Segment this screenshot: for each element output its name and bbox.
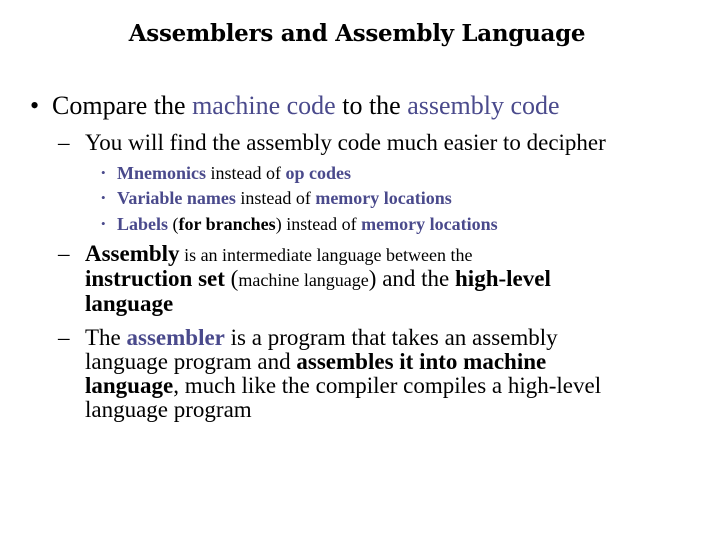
bullet-dot: • [101,190,106,205]
dash-marker: – [58,325,70,350]
term-machine-code: machine code [192,91,336,120]
bullet-dot: • [101,216,106,231]
term-language: language [85,373,174,398]
sub-bullet-assembler-text: The assembler is a program that takes an assembly language program and assembles it into machine language, much like the compiler compiles a high-level language program [85,325,602,422]
sub-bullet-decipher-text: You will find the assembly code much easier to decipher [85,130,606,155]
bullet-compare-text: Compare the machine code to the assembly code [52,91,560,120]
sub-bullet-assembler [58,326,698,422]
term-for-branches: for branches [178,214,276,234]
slide-title: Assemblers and Assembly Language [128,20,586,47]
sub-bullet-decipher [58,131,698,155]
term-assembler: assembler [126,325,225,350]
term-op-codes: op codes [285,163,351,183]
term-variable-names: Variable names [117,188,236,208]
term-memory-locations: memory locations [315,188,452,208]
bullet-dot: • [101,165,106,180]
term-memory-locations: memory locations [361,214,498,234]
term-mnemonics: Mnemonics [117,163,206,183]
sub-bullet-assembly-text: Assembly is an intermediate language between the instruction set (machine language) and the high-level language [85,241,551,316]
term-assembly-code: assembly code [407,91,560,120]
bullet-dot: • [30,91,40,120]
dash-marker: – [58,241,70,266]
term-language: language [85,291,174,316]
term-high-level: high-level [455,266,551,291]
term-assembles-into-machine: assembles it into machine [296,349,547,374]
term-instruction-set: instruction set [85,266,225,291]
term-assembly: Assembly [85,241,180,266]
term-labels: Labels [117,214,169,234]
dash-marker: – [58,130,70,155]
sub-bullet-assembly [58,242,698,316]
